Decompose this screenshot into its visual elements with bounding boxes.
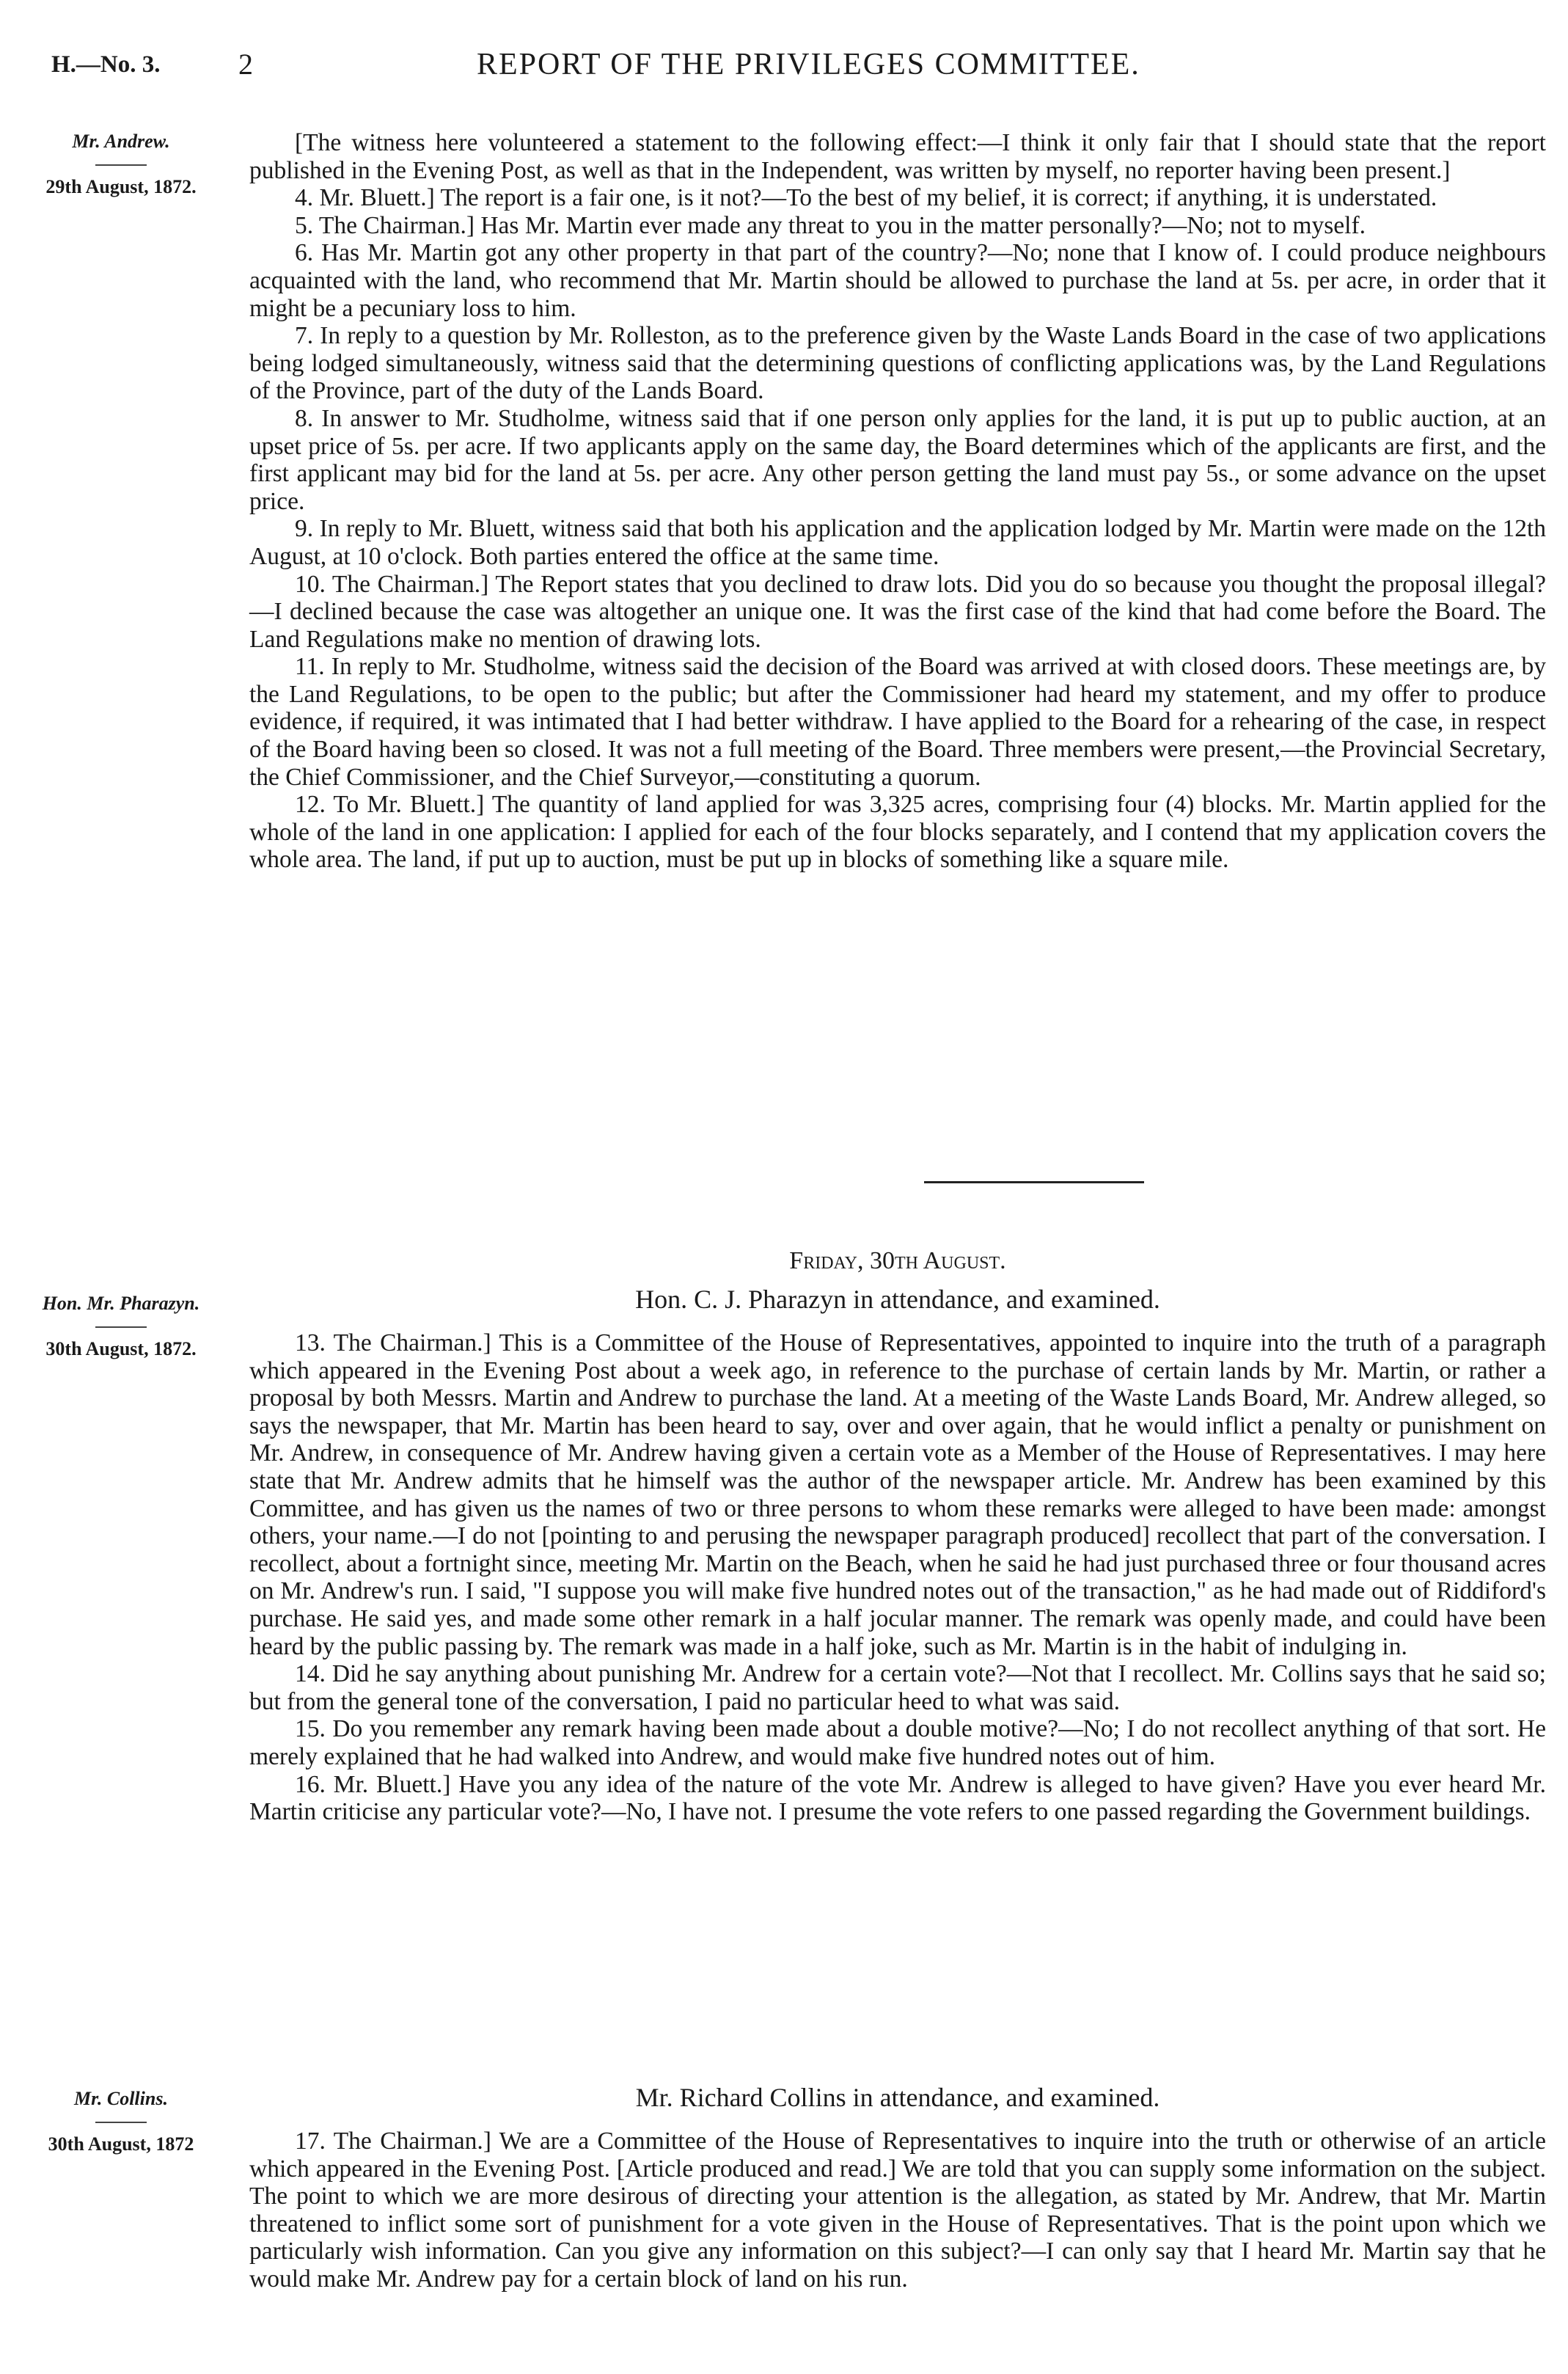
margin-rule — [95, 164, 147, 166]
paragraph: 14. Did he say anything about punishing Mr. Andrew for a certain vote?—Not that I recollect. Mr. Collins says that he said so; but from the general tone of the conversation, I paid no particular heed to what was said. — [249, 1660, 1546, 1715]
testimony-collins — [249, 2128, 1546, 2293]
page-title: REPORT OF THE PRIVILEGES COMMITTEE. — [477, 48, 1140, 81]
margin-witness-name: Hon. Mr. Pharazyn. — [42, 1293, 200, 1314]
paragraph: 4. Mr. Bluett.] The report is a fair one, is it not?—To the best of my belief, it is correct; if anything, it is understated. — [295, 184, 1437, 212]
margin-note-andrew — [0, 131, 242, 198]
page-header — [0, 47, 1568, 91]
margin-rule — [95, 1326, 147, 1328]
page-number: 2 — [238, 48, 253, 81]
paragraph: 17. The Chairman.] We are a Committee of the House of Representatives to inquire into the truth or otherwise of an article which appeared in the Evening Post. [Article produced and read.] We are told that you can supply some information on the subject. The point to which we are more desirous of directing your attention is the allegation, as stated by Mr. Andrew, that Mr. Martin threatened to inflict some sort of punishment for a vote given in the House of Representatives. That is the point upon which we particularly wish information. Can you give any information on this subject?—I can only say that I heard Mr. Martin say that he would make Mr. Andrew pay for a certain block of land on his run. — [249, 2128, 1546, 2293]
margin-date: 30th August, 1872 — [48, 2133, 194, 2155]
attendance-heading-pharazyn: Hon. C. J. Pharazyn in attendance, and examined. — [635, 1285, 1160, 1314]
testimony-pharazyn — [249, 1329, 1546, 1826]
testimony-andrew — [249, 129, 1546, 874]
paragraph: 7. In reply to a question by Mr. Rolleston, as to the preference given by the Waste Lands Board in the case of two applications being lodged simultaneously, witness said that the determining questions of conflicting applications was, by the Land Regulations of the Province, part of the duty of the Lands Board. — [249, 322, 1546, 405]
paragraph: 9. In reply to Mr. Bluett, witness said that both his application and the application lodged by Mr. Martin were made on the 12th August, at 10 o'clock. Both parties entered the office at the same time. — [249, 515, 1546, 570]
paragraph: 11. In reply to Mr. Studholme, witness said the decision of the Board was arrived at with closed doors. These meetings are, by the Land Regulations, to be open to the public; but after the Commissioner had heard my statement, and my offer to produce evidence, if required, it was intimated that I had better withdraw. I have applied to the Board for a rehearing of the case, in respect of the Board having been so closed. It was not a full meeting of the Board. Three members were present,—the Provincial Secretary, the Chief Commissioner, and the Chief Surveyor,—constituting a quorum. — [249, 653, 1546, 791]
paragraph: 12. To Mr. Bluett.] The quantity of land applied for was 3,325 acres, comprising four (4) blocks. Mr. Martin applied for the whole of the land in one application: I applied for each of the four blocks separately, and I contend that my application covers the whole area. The land, if put up to auction, must be put up in blocks of something like a square mile. — [249, 791, 1546, 874]
paragraph: 16. Mr. Bluett.] Have you any idea of the nature of the vote Mr. Andrew is alleged to have given? Have you ever heard Mr. Martin criticise any particular vote?—No, I have not. I presume the vote refers to one passed regarding the Government buildings. — [249, 1770, 1546, 1826]
paragraph: 13. The Chairman.] This is a Committee of the House of Representatives, appointed to inquire into the truth of a paragraph which appeared in the Evening Post about a week ago, in reference to the purchase of certain lands by Mr. Martin, or rather a proposal by both Messrs. Martin and Andrew to purchase the land. At a meeting of the Waste Lands Board, Mr. Andrew alleged, so says the newspaper, that Mr. Martin has been heard to say, over and over again, that he would inflict a penalty or punishment on Mr. Andrew, in consequence of Mr. Andrew having given a certain vote as a Member of the House of Representatives. I may here state that Mr. Andrew admits that he himself was the author of the newspaper article. Mr. Andrew has been examined by this Committee, and has given us the names of two or three persons to whom these remarks were alleged to have been made: amongst others, your name.—I do not [pointing to and perusing the newspaper paragraph produced] recollect that part of the conversation. I recollect, about a fortnight since, meeting Mr. Martin on the Beach, when he said he had just purchased three or four thousand acres on Mr. Andrew's run. I said, "I suppose you will make five hundred notes out of the transaction," as he had made out of Riddiford's purchase. He said yes, and made some other remark in a half jocular manner. The remark was openly made, and could have been heard by the public passing by. The remark was made in a half joke, such as Mr. Martin is in the habit of indulging in. — [249, 1329, 1546, 1660]
margin-note-collins — [0, 2088, 242, 2155]
margin-note-pharazyn — [0, 1293, 242, 1360]
paragraph: 8. In answer to Mr. Studholme, witness said that if one person only applies for the land, it is put up to public auction, at an upset price of 5s. per acre. If two applicants apply on the same day, the Board determines which of the applicants are first, and the first applicant may bid for the land at 5s. per acre. Any other person getting the land must pay 5s., or some advance on the upset price. — [249, 404, 1546, 515]
margin-rule — [95, 2122, 147, 2123]
paper-reference: H.—No. 3. — [51, 51, 161, 78]
paragraph: 5. The Chairman.] Has Mr. Martin ever made any threat to you in the matter personally?—No; not to myself. — [295, 211, 1366, 239]
paragraph: 10. The Chairman.] The Report states that you declined to draw lots. Did you do so because you thought the proposal illegal?—I declined because the case was altogether an unique one. It was the first case of the kind that had come before the Board. The Land Regulations make no mention of drawing lots. — [249, 570, 1546, 653]
attendance-heading-collins: Mr. Richard Collins in attendance, and examined. — [635, 2083, 1160, 2112]
session-heading: Friday, 30th August. — [789, 1247, 1006, 1274]
paragraph: [The witness here volunteered a statement to the following effect:—I think it only fair that I should state that the report published in the Evening Post, as well as that in the Independent, was written by myself, no reporter having been present.] — [249, 129, 1546, 184]
margin-witness-name: Mr. Andrew. — [72, 131, 170, 152]
margin-date: 30th August, 1872. — [45, 1338, 197, 1359]
paragraph: 15. Do you remember any remark having been made about a double motive?—No; I do not recollect anything of that sort. He merely explained that he had walked into Andrew, and would make five hundred notes out of him. — [249, 1715, 1546, 1770]
margin-witness-name: Mr. Collins. — [74, 2088, 168, 2109]
margin-date: 29th August, 1872. — [45, 176, 197, 197]
section-divider — [924, 1181, 1144, 1183]
paragraph: 6. Has Mr. Martin got any other property in that part of the country?—No; none that I know of. I could produce neighbours acquainted with the land, who recommend that Mr. Martin should be allowed to purchase the land at 5s. per acre, in order that it might be a pecuniary loss to him. — [249, 239, 1546, 322]
